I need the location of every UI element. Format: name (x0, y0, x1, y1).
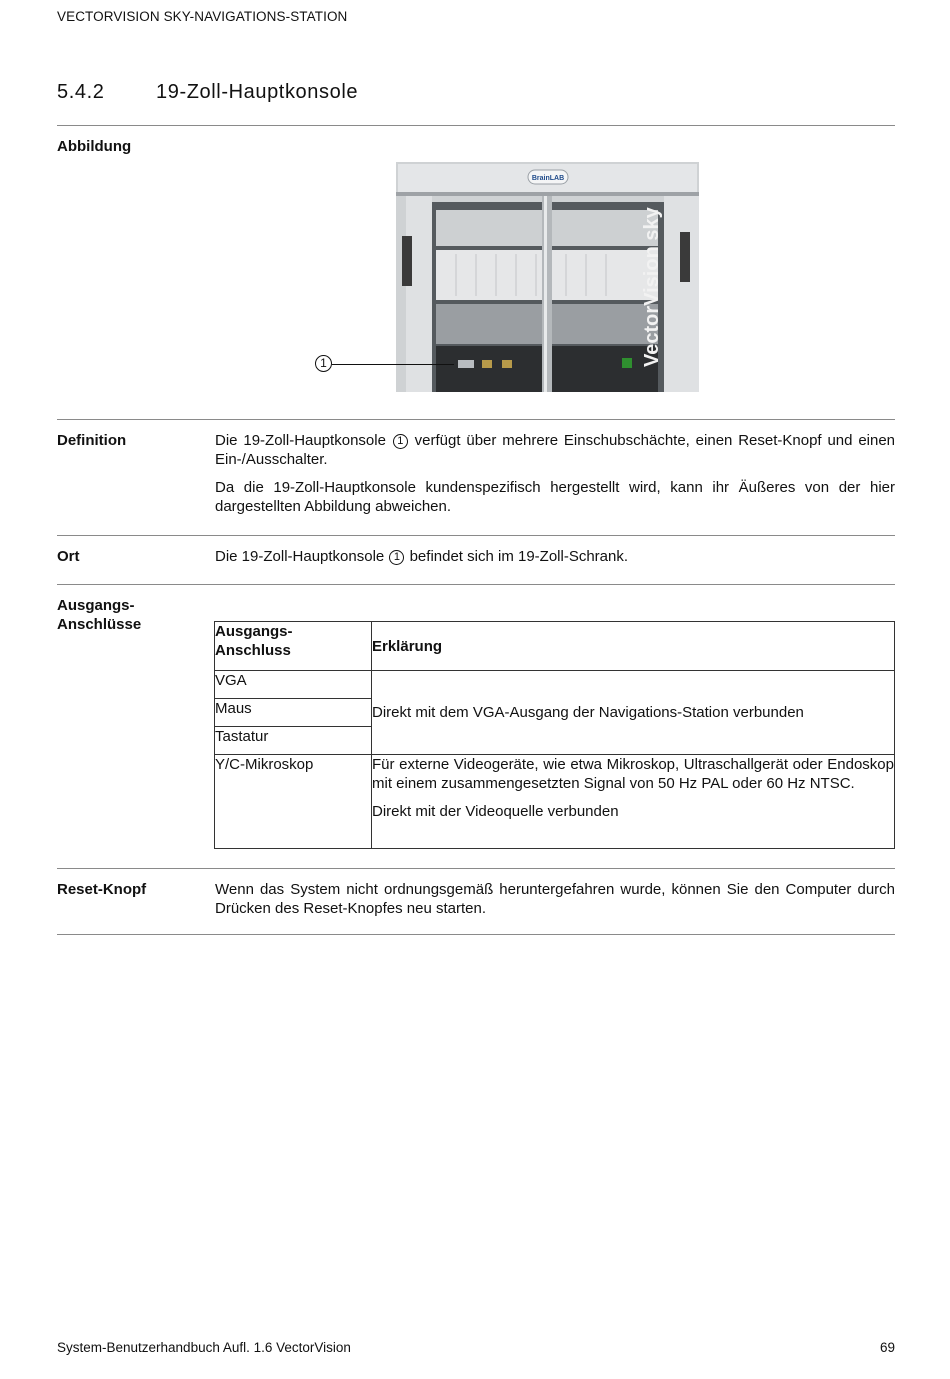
port-cell: VGA (215, 671, 372, 699)
outputs-label-line: Anschlüsse (57, 616, 142, 633)
console-photo (396, 162, 699, 392)
photo-brand-text: VectorVision sky (641, 207, 663, 367)
port-cell: Maus (215, 699, 372, 727)
column-header-port (215, 622, 372, 671)
definition-label: Definition (57, 432, 127, 449)
photo-logo: BrainLAB (531, 175, 565, 182)
explanation-cell (372, 755, 895, 849)
definition-note: Da die 19-Zoll-Hauptkonsole kundenspezifisch hergestellt wird, kann ihr Äußeres von der hier dargestellten Abbildung abweichen. (215, 479, 895, 515)
divider (57, 125, 895, 126)
outputs-label (57, 596, 141, 634)
ort-label: Ort (57, 548, 80, 565)
definition-text (215, 431, 895, 525)
divider (57, 419, 895, 420)
table-row (215, 671, 895, 699)
definition-text-part: verfügt über mehrere Einschubschächte, einen Reset-Knopf und einen Ein-/Ausschalter. (215, 432, 896, 468)
output-ports-table (214, 621, 895, 849)
footer-title: System-Benutzerhandbuch Aufl. 1.6 VectorVision (57, 1340, 351, 1355)
ort-text-part: Die 19-Zoll-Hauptkonsole (215, 548, 385, 565)
column-header-explanation: Erklärung (372, 622, 895, 671)
page-number: 69 (879, 1340, 895, 1355)
reset-text: Wenn das System nicht ordnungsgemäß heruntergefahren wurde, können Sie den Computer durch Drücken des Reset-Knopfes neu starten. (215, 881, 895, 917)
section-title: 19-Zoll-Hauptkonsole (156, 81, 359, 103)
divider (57, 535, 895, 536)
outputs-label-line: Ausgangs- (57, 597, 135, 614)
header-line: Anschluss (215, 642, 291, 659)
figure-label: Abbildung (57, 138, 132, 155)
table-row (215, 755, 895, 849)
callout-marker-inline: 1 (393, 434, 408, 449)
explanation-paragraph: Direkt mit der Videoquelle verbunden (372, 803, 619, 820)
divider (57, 934, 895, 935)
reset-label: Reset-Knopf (57, 881, 147, 898)
ort-text-part: befindet sich im 19-Zoll-Schrank. (409, 548, 629, 565)
running-header: VECTORVISION SKY-NAVIGATIONS-STATION (57, 9, 348, 24)
callout-marker: 1 (315, 355, 332, 372)
header-line: Ausgangs- (215, 623, 293, 640)
definition-text-part: Die 19-Zoll-Hauptkonsole (215, 432, 386, 449)
divider (57, 584, 895, 585)
callout-line (332, 364, 454, 365)
explanation-cell: Direkt mit dem VGA-Ausgang der Navigations-Station verbunden (372, 671, 895, 755)
table-header-row (215, 622, 895, 671)
port-cell: Tastatur (215, 727, 372, 755)
port-cell: Y/C-Mikroskop (215, 755, 372, 849)
explanation-paragraph: Für externe Videogeräte, wie etwa Mikroskop, Ultraschallgerät oder Endoskop mit einem zusammengesetzten Signal von 50 Hz PAL oder 60 Hz NTSC. (372, 756, 894, 792)
ort-text (215, 547, 895, 566)
section-number: 5.4.2 (57, 81, 105, 103)
callout-marker-inline: 1 (389, 550, 404, 565)
divider (57, 868, 895, 869)
